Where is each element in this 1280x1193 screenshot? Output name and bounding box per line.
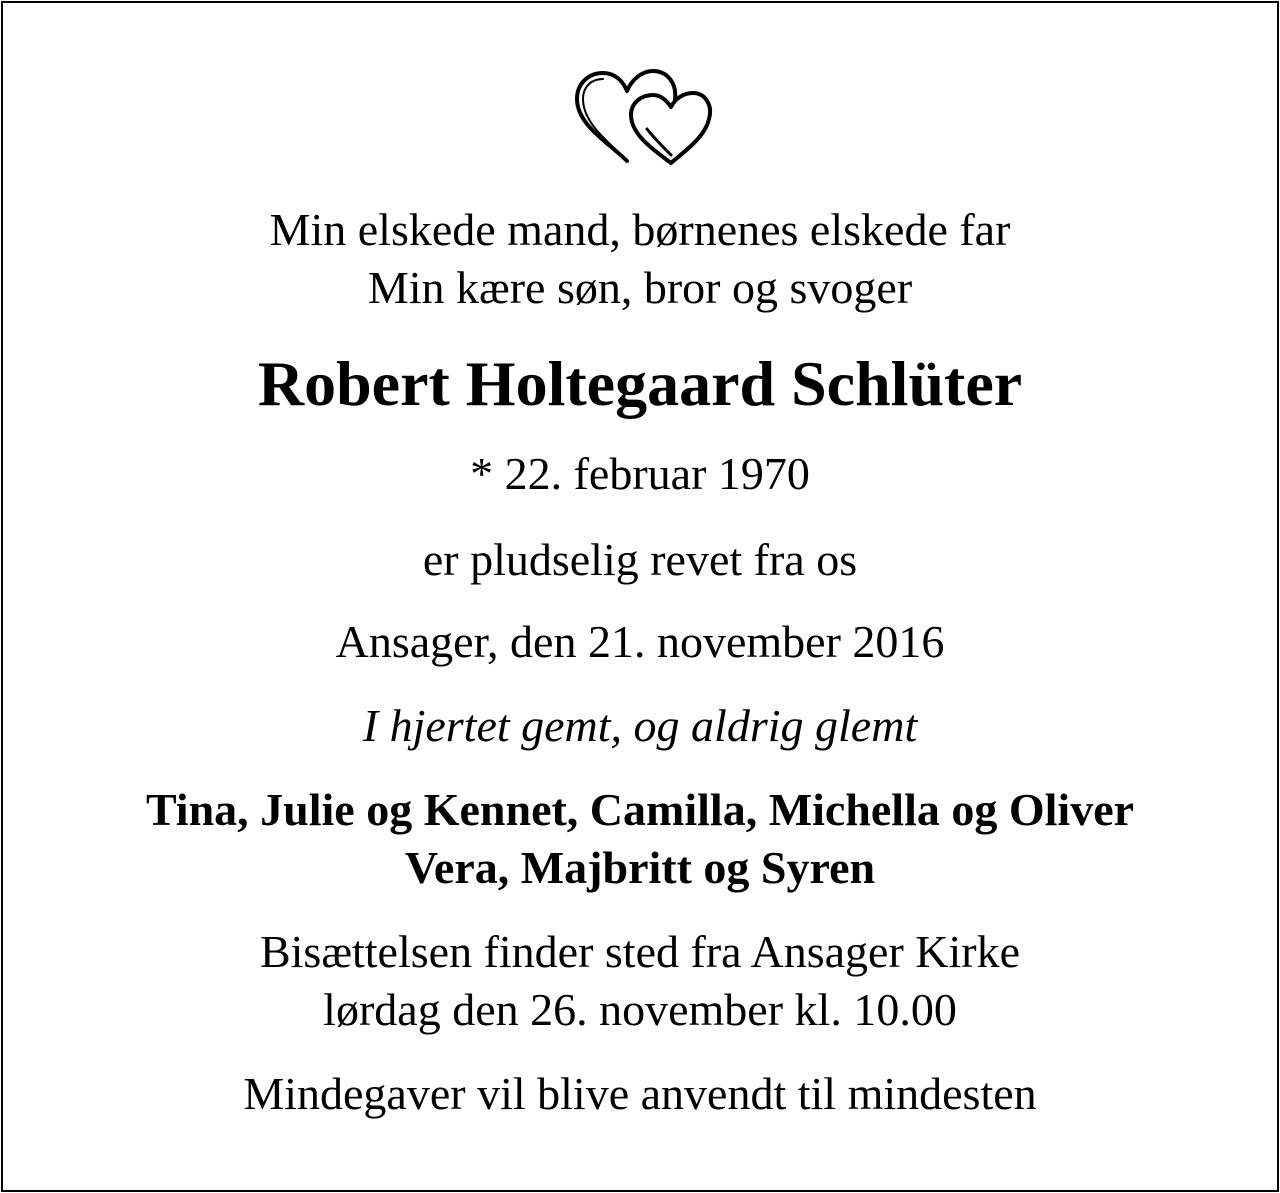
- funeral-line-1: Bisættelsen finder sted fra Ansager Kirke: [259, 926, 1021, 977]
- place-and-date: Ansager, den 21. november 2016: [335, 616, 945, 667]
- donation-note: Mindegaver vil blive anvendt til mindesten: [243, 1068, 1037, 1119]
- family-line-2: Vera, Majbritt og Syren: [404, 842, 876, 893]
- intro-line-2: Min kære søn, bror og svoger: [367, 262, 913, 313]
- funeral-line-2: lørdag den 26. november kl. 10.00: [323, 984, 957, 1035]
- family-line-1: Tina, Julie og Kennet, Camilla, Michella og Oliver: [145, 784, 1135, 835]
- birth-date: * 22. februar 1970: [470, 448, 810, 499]
- intro-line-1: Min elskede mand, børnenes elskede far: [269, 204, 1011, 255]
- double-hearts-icon: [569, 63, 717, 175]
- obituary-notice: [1, 1, 1279, 1192]
- passing-text: er pludselig revet fra os: [422, 534, 858, 585]
- memorial-quote: I hjertet gemt, og aldrig glemt: [362, 700, 918, 751]
- deceased-name: Robert Holtegaard Schlüter: [257, 348, 1023, 419]
